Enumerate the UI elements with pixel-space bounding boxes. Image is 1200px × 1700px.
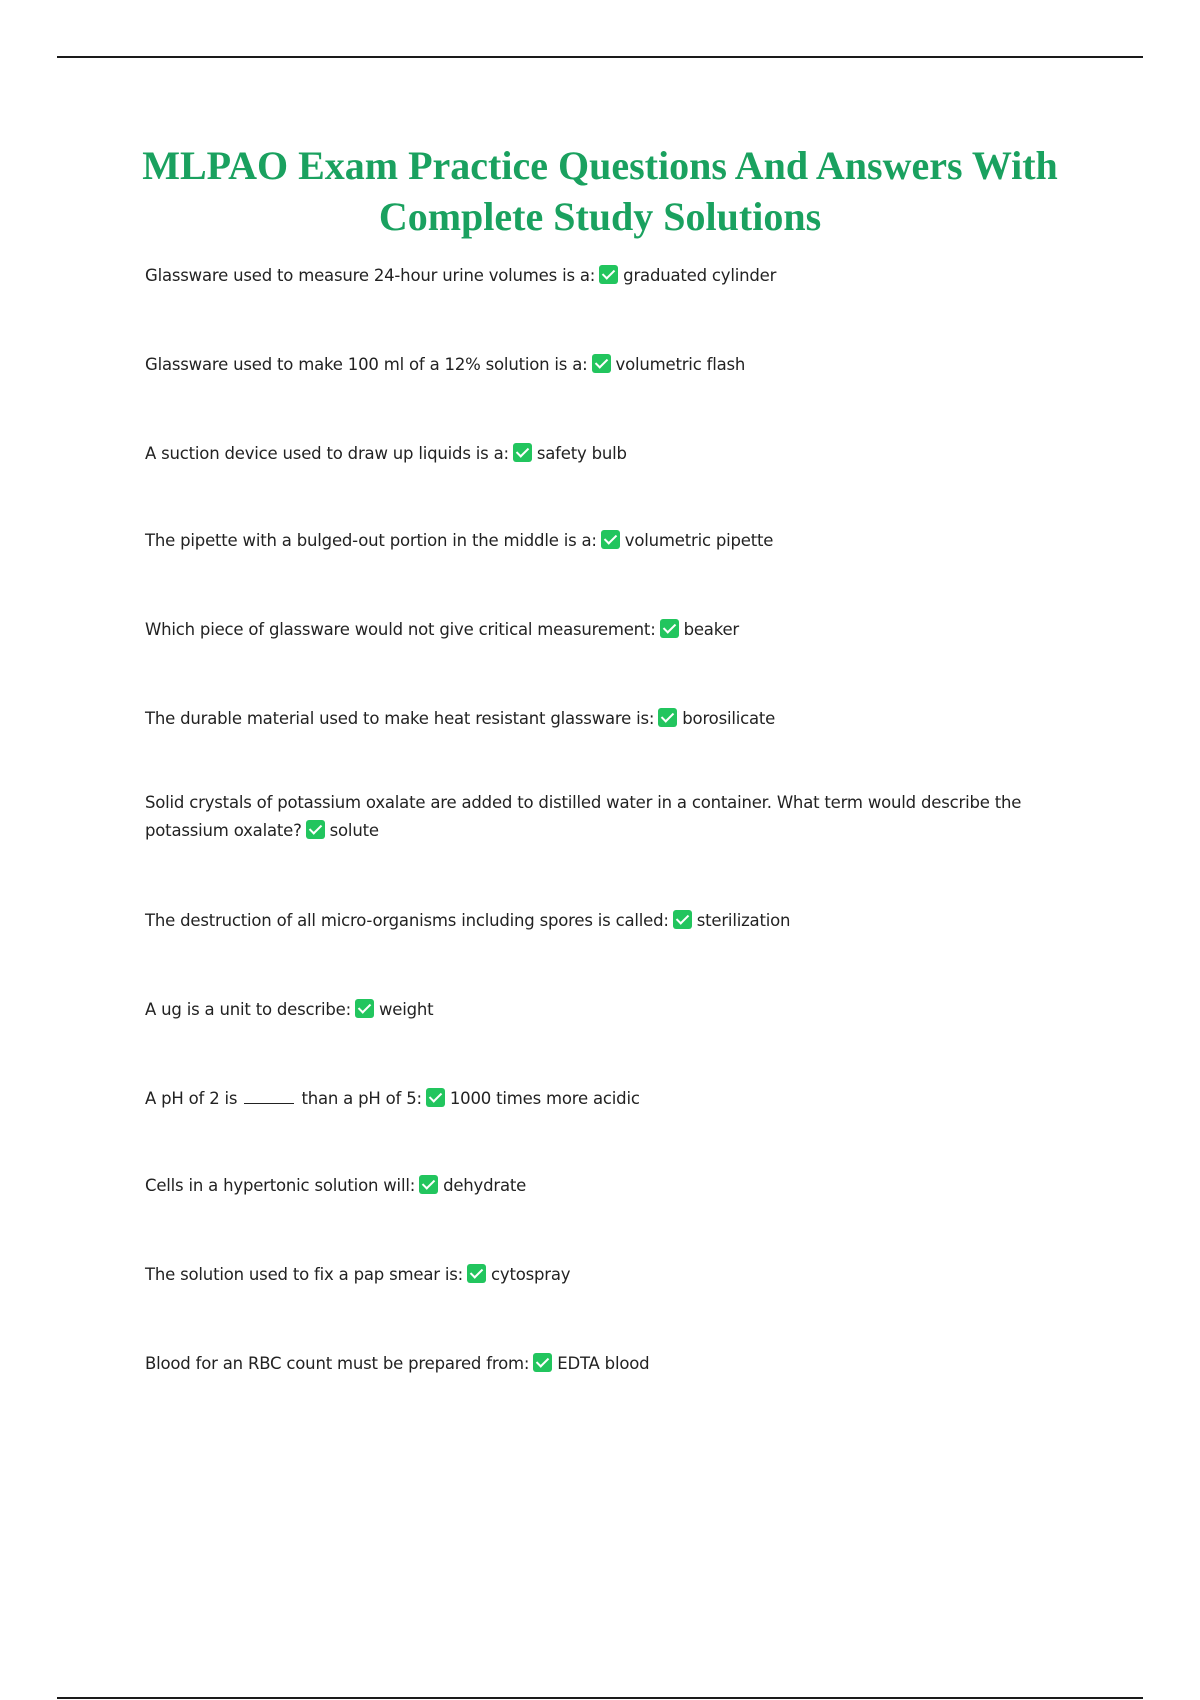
answer-text: cytospray [491,1265,571,1284]
question-text: Glassware used to measure 24-hour urine volumes is a: [145,266,596,285]
check-icon [592,354,611,373]
check-icon [355,999,374,1018]
qa-item [145,789,1065,845]
qa-item [145,440,1065,468]
question-text: Glassware used to make 100 ml of a 12% solution is a: [145,355,588,374]
question-text: Which piece of glassware would not give critical measurement: [145,620,656,639]
answer-text: solute [329,821,379,840]
question-text: The pipette with a bulged-out portion in the middle is a: [145,531,597,550]
qa-item [145,996,1065,1024]
qa-item [145,1350,1065,1378]
check-icon [658,708,677,727]
qa-item [145,262,1065,290]
check-icon [601,530,620,549]
qa-item [145,705,1065,733]
question-text: A suction device used to draw up liquids is a: [145,444,509,463]
question-text: The solution used to fix a pap smear is: [145,1265,464,1284]
answer-text: weight [378,1000,434,1019]
question-text: Cells in a hypertonic solution will: [145,1176,416,1195]
qa-item [145,616,1065,644]
answer-text: volumetric pipette [624,531,774,550]
answer-text: volumetric flash [615,355,746,374]
answer-text: 1000 times more acidic [449,1089,640,1108]
top-rule [57,56,1143,58]
check-icon [599,265,618,284]
answer-text: safety bulb [536,444,627,463]
qa-item [145,1085,1065,1113]
question-text-before: A pH of 2 is [145,1089,238,1108]
check-icon [660,619,679,638]
qa-item [145,527,1065,555]
answer-text: beaker [683,620,740,639]
check-icon [513,443,532,462]
question-text: A ug is a unit to describe: [145,1000,351,1019]
bottom-rule [57,1697,1143,1699]
question-text-after: than a pH of 5: [301,1089,422,1108]
check-icon [673,910,692,929]
qa-item [145,907,1065,935]
question-text: Solid crystals of potassium oxalate are added to distilled water in a container. What term would describe the potassium oxalate? [145,793,1022,840]
answer-text: borosilicate [682,709,776,728]
answer-text: dehydrate [443,1176,527,1195]
question-text: The destruction of all micro-organisms including spores is called: [145,911,669,930]
check-icon [533,1353,552,1372]
check-icon [306,820,325,839]
fill-in-blank [244,1089,294,1104]
document-title: MLPAO Exam Practice Questions And Answers With Complete Study Solutions [142,143,1058,239]
qa-item [145,1261,1065,1289]
qa-item [145,1172,1065,1200]
answer-text: sterilization [696,911,791,930]
answer-text: EDTA blood [557,1354,650,1373]
question-text: The durable material used to make heat resistant glassware is: [145,709,655,728]
check-icon [426,1088,445,1107]
question-text: Blood for an RBC count must be prepared from: [145,1354,530,1373]
qa-item [145,351,1065,379]
check-icon [467,1264,486,1283]
check-icon [419,1175,438,1194]
answer-text: graduated cylinder [623,266,777,285]
